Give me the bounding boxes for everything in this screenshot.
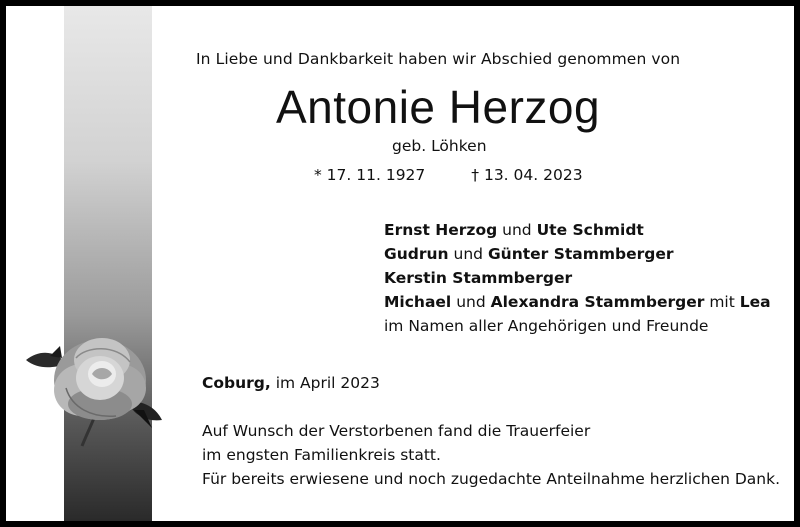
family-line <box>384 218 771 242</box>
note-line: im engsten Familienkreis statt. <box>202 446 441 464</box>
family-line <box>384 242 771 266</box>
family-line <box>384 266 771 290</box>
family-member: Lea <box>739 293 771 311</box>
conjunction: mit <box>709 293 735 311</box>
closing-note <box>202 419 780 491</box>
birth-date: * 17. 11. 1927 <box>314 166 426 184</box>
death-date: † 13. 04. 2023 <box>471 166 583 184</box>
family-member: Günter Stammberger <box>487 245 674 263</box>
conjunction: und <box>502 221 532 239</box>
conjunction: und <box>456 293 486 311</box>
place-month: im April 2023 <box>275 374 380 392</box>
conjunction: und <box>453 245 484 263</box>
family-line <box>384 290 771 314</box>
family-member: Gudrun <box>384 245 449 263</box>
rose-icon <box>16 318 166 448</box>
family-member: Kerstin Stammberger <box>384 269 573 287</box>
family-closing: im Namen aller Angehörigen und Freunde <box>384 317 709 335</box>
family-member: Ernst Herzog <box>384 221 498 239</box>
family-member: Alexandra Stammberger <box>490 293 705 311</box>
intro-text: In Liebe und Dankbarkeit haben wir Abschied genommen von <box>196 50 681 68</box>
place-city: Coburg, <box>202 374 271 392</box>
family-member: Michael <box>384 293 452 311</box>
life-dates <box>314 166 583 184</box>
deceased-name: Antonie Herzog <box>276 81 601 133</box>
maiden-name: geb. Löhken <box>392 137 487 155</box>
family-list <box>384 218 771 338</box>
place-date <box>202 374 380 392</box>
note-line: Für bereits erwiesene und noch zugedachte Anteilnahme herzlichen Dank. <box>202 470 781 488</box>
note-line: Auf Wunsch der Verstorbenen fand die Trauerfeier <box>202 422 591 440</box>
family-member: Ute Schmidt <box>536 221 644 239</box>
